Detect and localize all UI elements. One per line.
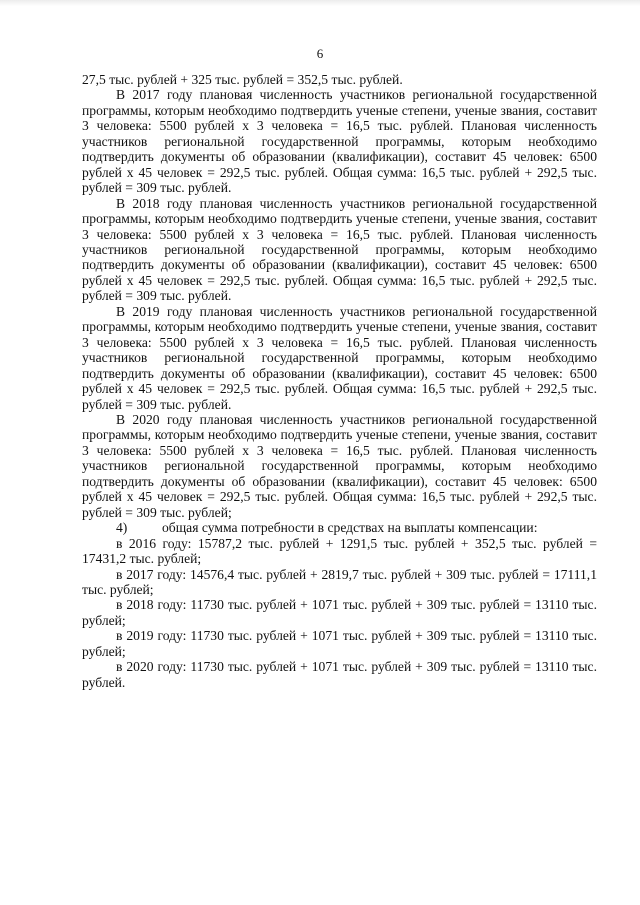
paragraph-2017: В 2017 году плановая численность участников региональной государственной программы, которым необходимо подтвердить ученые степени, ученые звания, составит 3 человека: 5500 рублей х 3 человека = 16,5 тыс. рублей. Плановая численность участников региональной государственной программы, которым необходимо подтвердить документы об образовании (квалификации), составит 45 человек: 6500 рублей х 45 человек = 292,5 тыс. рублей. Общая сумма: 16,5 тыс. рублей + 292,5 тыс. рублей = 309 тыс. рублей. (82, 87, 597, 196)
total-2016: в 2016 году: 15787,2 тыс. рублей + 1291,5 тыс. рублей + 352,5 тыс. рублей = 17431,2 тыс. рублей; (82, 535, 597, 567)
scan-edge (0, 0, 640, 6)
paragraph-2018: В 2018 году плановая численность участников региональной государственной программы, которым необходимо подтвердить ученые степени, ученые звания, составит 3 человека: 5500 рублей х 3 человека = 16,5 тыс. рублей. Плановая численность участников региональной государственной программы, которым необходимо подтвердить документы об образовании (квалификации), составит 45 человек: 6500 рублей х 45 человек = 292,5 тыс. рублей. Общая сумма: 16,5 тыс. рублей + 292,5 тыс. рублей = 309 тыс. рублей. (82, 195, 597, 304)
list-item-number: 4) (116, 520, 128, 536)
list-item-text: общая сумма потребности в средствах на выплаты компенсации: (162, 520, 538, 536)
paragraph-continuation: 27,5 тыс. рублей + 325 тыс. рублей = 352,5 тыс. рублей. (82, 72, 403, 87)
total-2020: в 2020 году: 11730 тыс. рублей + 1071 тыс. рублей + 309 тыс. рублей = 13110 тыс. рублей. (82, 659, 597, 690)
paragraph-2020: В 2020 году плановая численность участников региональной государственной программы, которым необходимо подтвердить ученые степени, ученые звания, составит 3 человека: 5500 рублей х 3 человека = 16,5 тыс. рублей. Плановая численность участников региональной государственной программы, которым необходимо подтвердить документы об образовании (квалификации), составит 45 человек: 6500 рублей х 45 человек = 292,5 тыс. рублей. Общая сумма: 16,5 тыс. рублей + 292,5 тыс. рублей = 309 тыс. рублей; (82, 411, 597, 520)
page-number: 6 (316, 46, 324, 61)
paragraph-2019: В 2019 году плановая численность участников региональной государственной программы, которым необходимо подтвердить ученые степени, ученые звания, составит 3 человека: 5500 рублей х 3 человека = 16,5 тыс. рублей. Плановая численность участников региональной государственной программы, которым необходимо подтвердить документы об образовании (квалификации), составит 45 человек: 6500 рублей х 45 человек = 292,5 тыс. рублей. Общая сумма: 16,5 тыс. рублей + 292,5 тыс. рублей = 309 тыс. рублей. (82, 303, 597, 412)
total-2018: в 2018 году: 11730 тыс. рублей + 1071 тыс. рублей + 309 тыс. рублей = 13110 тыс. рублей; (82, 597, 597, 628)
total-2017: в 2017 году: 14576,4 тыс. рублей + 2819,7 тыс. рублей + 309 тыс. рублей = 17111,1 тыс. рублей; (82, 566, 597, 597)
total-2019: в 2019 году: 11730 тыс. рублей + 1071 тыс. рублей + 309 тыс. рублей = 13110 тыс. рублей; (82, 628, 597, 659)
list-item-4 (82, 520, 597, 535)
document-body (82, 72, 597, 690)
